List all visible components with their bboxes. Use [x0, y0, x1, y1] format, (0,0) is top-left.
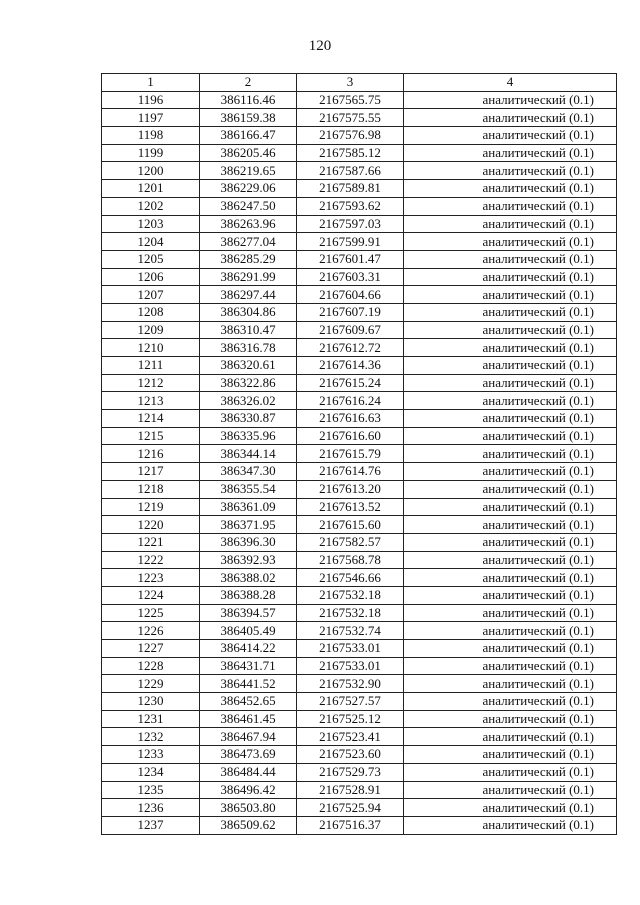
method-cell: аналитический (0.1): [404, 233, 617, 251]
point-number-cell: 1207: [102, 286, 200, 304]
table-row: [102, 657, 617, 675]
table-row: [102, 339, 617, 357]
point-number-cell: 1223: [102, 569, 200, 587]
table-row: [102, 480, 617, 498]
point-number-cell: 1210: [102, 339, 200, 357]
method-cell: аналитический (0.1): [404, 657, 617, 675]
point-number-cell: 1211: [102, 357, 200, 375]
table-row: [102, 427, 617, 445]
x-coordinate-cell: 386388.28: [200, 586, 297, 604]
table-row: [102, 410, 617, 428]
table-row: [102, 162, 617, 180]
method-cell: аналитический (0.1): [404, 374, 617, 392]
y-coordinate-cell: 2167532.18: [297, 604, 404, 622]
method-cell: аналитический (0.1): [404, 799, 617, 817]
coordinates-table: [101, 73, 617, 835]
x-coordinate-cell: 386509.62: [200, 816, 297, 834]
table-row: [102, 109, 617, 127]
x-coordinate-cell: 386316.78: [200, 339, 297, 357]
method-cell: аналитический (0.1): [404, 162, 617, 180]
x-coordinate-cell: 386166.47: [200, 127, 297, 145]
table-row: [102, 233, 617, 251]
x-coordinate-cell: 386297.44: [200, 286, 297, 304]
header-cell-4: 4: [404, 74, 617, 92]
method-cell: аналитический (0.1): [404, 516, 617, 534]
y-coordinate-cell: 2167614.76: [297, 463, 404, 481]
x-coordinate-cell: 386322.86: [200, 374, 297, 392]
x-coordinate-cell: 386405.49: [200, 622, 297, 640]
y-coordinate-cell: 2167533.01: [297, 657, 404, 675]
y-coordinate-cell: 2167532.90: [297, 675, 404, 693]
header-cell-3: 3: [297, 74, 404, 92]
x-coordinate-cell: 386355.54: [200, 480, 297, 498]
table-row: [102, 498, 617, 516]
point-number-cell: 1230: [102, 693, 200, 711]
point-number-cell: 1235: [102, 781, 200, 799]
table-row: [102, 374, 617, 392]
y-coordinate-cell: 2167585.12: [297, 144, 404, 162]
y-coordinate-cell: 2167599.91: [297, 233, 404, 251]
x-coordinate-cell: 386503.80: [200, 799, 297, 817]
table-row: [102, 675, 617, 693]
y-coordinate-cell: 2167529.73: [297, 763, 404, 781]
point-number-cell: 1213: [102, 392, 200, 410]
point-number-cell: 1227: [102, 640, 200, 658]
table-row: [102, 144, 617, 162]
y-coordinate-cell: 2167615.79: [297, 445, 404, 463]
table-row: [102, 91, 617, 109]
method-cell: аналитический (0.1): [404, 392, 617, 410]
header-cell-2: 2: [200, 74, 297, 92]
table-row: [102, 622, 617, 640]
x-coordinate-cell: 386285.29: [200, 250, 297, 268]
y-coordinate-cell: 2167576.98: [297, 127, 404, 145]
method-cell: аналитический (0.1): [404, 127, 617, 145]
point-number-cell: 1208: [102, 303, 200, 321]
x-coordinate-cell: 386247.50: [200, 197, 297, 215]
table-row: [102, 640, 617, 658]
x-coordinate-cell: 386310.47: [200, 321, 297, 339]
method-cell: аналитический (0.1): [404, 180, 617, 198]
method-cell: аналитический (0.1): [404, 410, 617, 428]
point-number-cell: 1221: [102, 533, 200, 551]
method-cell: аналитический (0.1): [404, 533, 617, 551]
table-row: [102, 710, 617, 728]
x-coordinate-cell: 386396.30: [200, 533, 297, 551]
method-cell: аналитический (0.1): [404, 286, 617, 304]
header-row: [102, 74, 617, 92]
y-coordinate-cell: 2167601.47: [297, 250, 404, 268]
table-row: [102, 728, 617, 746]
table-row: [102, 569, 617, 587]
x-coordinate-cell: 386347.30: [200, 463, 297, 481]
table-row: [102, 551, 617, 569]
table-row: [102, 445, 617, 463]
x-coordinate-cell: 386320.61: [200, 357, 297, 375]
y-coordinate-cell: 2167527.57: [297, 693, 404, 711]
x-coordinate-cell: 386229.06: [200, 180, 297, 198]
table-row: [102, 215, 617, 233]
table-row: [102, 763, 617, 781]
point-number-cell: 1237: [102, 816, 200, 834]
x-coordinate-cell: 386371.95: [200, 516, 297, 534]
table-row: [102, 357, 617, 375]
x-coordinate-cell: 386344.14: [200, 445, 297, 463]
y-coordinate-cell: 2167523.41: [297, 728, 404, 746]
y-coordinate-cell: 2167525.94: [297, 799, 404, 817]
method-cell: аналитический (0.1): [404, 445, 617, 463]
table-row: [102, 516, 617, 534]
y-coordinate-cell: 2167523.60: [297, 746, 404, 764]
table-row: [102, 268, 617, 286]
method-cell: аналитический (0.1): [404, 569, 617, 587]
table-row: [102, 463, 617, 481]
point-number-cell: 1228: [102, 657, 200, 675]
y-coordinate-cell: 2167613.20: [297, 480, 404, 498]
method-cell: аналитический (0.1): [404, 109, 617, 127]
x-coordinate-cell: 386330.87: [200, 410, 297, 428]
table-row: [102, 303, 617, 321]
method-cell: аналитический (0.1): [404, 781, 617, 799]
x-coordinate-cell: 386388.02: [200, 569, 297, 587]
point-number-cell: 1231: [102, 710, 200, 728]
point-number-cell: 1220: [102, 516, 200, 534]
point-number-cell: 1216: [102, 445, 200, 463]
point-number-cell: 1226: [102, 622, 200, 640]
table-row: [102, 799, 617, 817]
y-coordinate-cell: 2167593.62: [297, 197, 404, 215]
y-coordinate-cell: 2167615.24: [297, 374, 404, 392]
y-coordinate-cell: 2167575.55: [297, 109, 404, 127]
point-number-cell: 1204: [102, 233, 200, 251]
page-number: 120: [308, 38, 332, 54]
method-cell: аналитический (0.1): [404, 816, 617, 834]
method-cell: аналитический (0.1): [404, 144, 617, 162]
table-row: [102, 533, 617, 551]
y-coordinate-cell: 2167528.91: [297, 781, 404, 799]
y-coordinate-cell: 2167615.60: [297, 516, 404, 534]
point-number-cell: 1203: [102, 215, 200, 233]
x-coordinate-cell: 386473.69: [200, 746, 297, 764]
method-cell: аналитический (0.1): [404, 91, 617, 109]
x-coordinate-cell: 386467.94: [200, 728, 297, 746]
point-number-cell: 1199: [102, 144, 200, 162]
y-coordinate-cell: 2167516.37: [297, 816, 404, 834]
x-coordinate-cell: 386116.46: [200, 91, 297, 109]
table-row: [102, 604, 617, 622]
y-coordinate-cell: 2167616.60: [297, 427, 404, 445]
point-number-cell: 1229: [102, 675, 200, 693]
y-coordinate-cell: 2167607.19: [297, 303, 404, 321]
table-row: [102, 197, 617, 215]
y-coordinate-cell: 2167603.31: [297, 268, 404, 286]
method-cell: аналитический (0.1): [404, 357, 617, 375]
point-number-cell: 1232: [102, 728, 200, 746]
method-cell: аналитический (0.1): [404, 586, 617, 604]
table-row: [102, 392, 617, 410]
point-number-cell: 1218: [102, 480, 200, 498]
x-coordinate-cell: 386263.96: [200, 215, 297, 233]
x-coordinate-cell: 386291.99: [200, 268, 297, 286]
point-number-cell: 1205: [102, 250, 200, 268]
point-number-cell: 1209: [102, 321, 200, 339]
y-coordinate-cell: 2167532.18: [297, 586, 404, 604]
method-cell: аналитический (0.1): [404, 640, 617, 658]
y-coordinate-cell: 2167525.12: [297, 710, 404, 728]
method-cell: аналитический (0.1): [404, 339, 617, 357]
point-number-cell: 1197: [102, 109, 200, 127]
table-row: [102, 180, 617, 198]
table-row: [102, 321, 617, 339]
y-coordinate-cell: 2167546.66: [297, 569, 404, 587]
x-coordinate-cell: 386394.57: [200, 604, 297, 622]
method-cell: аналитический (0.1): [404, 675, 617, 693]
table-row: [102, 286, 617, 304]
point-number-cell: 1212: [102, 374, 200, 392]
method-cell: аналитический (0.1): [404, 321, 617, 339]
x-coordinate-cell: 386326.02: [200, 392, 297, 410]
x-coordinate-cell: 386461.45: [200, 710, 297, 728]
method-cell: аналитический (0.1): [404, 763, 617, 781]
y-coordinate-cell: 2167582.57: [297, 533, 404, 551]
x-coordinate-cell: 386361.09: [200, 498, 297, 516]
y-coordinate-cell: 2167587.66: [297, 162, 404, 180]
x-coordinate-cell: 386205.46: [200, 144, 297, 162]
x-coordinate-cell: 386277.04: [200, 233, 297, 251]
method-cell: аналитический (0.1): [404, 463, 617, 481]
header-cell-1: 1: [102, 74, 200, 92]
point-number-cell: 1222: [102, 551, 200, 569]
y-coordinate-cell: 2167614.36: [297, 357, 404, 375]
x-coordinate-cell: 386484.44: [200, 763, 297, 781]
table-row: [102, 127, 617, 145]
point-number-cell: 1219: [102, 498, 200, 516]
y-coordinate-cell: 2167616.24: [297, 392, 404, 410]
y-coordinate-cell: 2167533.01: [297, 640, 404, 658]
x-coordinate-cell: 386452.65: [200, 693, 297, 711]
point-number-cell: 1202: [102, 197, 200, 215]
point-number-cell: 1201: [102, 180, 200, 198]
method-cell: аналитический (0.1): [404, 480, 617, 498]
point-number-cell: 1217: [102, 463, 200, 481]
table-body: [102, 91, 617, 834]
y-coordinate-cell: 2167532.74: [297, 622, 404, 640]
x-coordinate-cell: 386304.86: [200, 303, 297, 321]
point-number-cell: 1196: [102, 91, 200, 109]
table-row: [102, 746, 617, 764]
x-coordinate-cell: 386159.38: [200, 109, 297, 127]
method-cell: аналитический (0.1): [404, 693, 617, 711]
table-row: [102, 816, 617, 834]
x-coordinate-cell: 386441.52: [200, 675, 297, 693]
table-header: [102, 74, 617, 92]
y-coordinate-cell: 2167568.78: [297, 551, 404, 569]
method-cell: аналитический (0.1): [404, 551, 617, 569]
method-cell: аналитический (0.1): [404, 250, 617, 268]
point-number-cell: 1198: [102, 127, 200, 145]
point-number-cell: 1236: [102, 799, 200, 817]
point-number-cell: 1215: [102, 427, 200, 445]
method-cell: аналитический (0.1): [404, 303, 617, 321]
x-coordinate-cell: 386219.65: [200, 162, 297, 180]
method-cell: аналитический (0.1): [404, 622, 617, 640]
method-cell: аналитический (0.1): [404, 215, 617, 233]
point-number-cell: 1224: [102, 586, 200, 604]
y-coordinate-cell: 2167616.63: [297, 410, 404, 428]
x-coordinate-cell: 386335.96: [200, 427, 297, 445]
table-row: [102, 250, 617, 268]
y-coordinate-cell: 2167565.75: [297, 91, 404, 109]
point-number-cell: 1206: [102, 268, 200, 286]
method-cell: аналитический (0.1): [404, 728, 617, 746]
method-cell: аналитический (0.1): [404, 197, 617, 215]
method-cell: аналитический (0.1): [404, 268, 617, 286]
method-cell: аналитический (0.1): [404, 427, 617, 445]
y-coordinate-cell: 2167612.72: [297, 339, 404, 357]
y-coordinate-cell: 2167604.66: [297, 286, 404, 304]
point-number-cell: 1200: [102, 162, 200, 180]
x-coordinate-cell: 386392.93: [200, 551, 297, 569]
method-cell: аналитический (0.1): [404, 498, 617, 516]
point-number-cell: 1225: [102, 604, 200, 622]
point-number-cell: 1214: [102, 410, 200, 428]
y-coordinate-cell: 2167613.52: [297, 498, 404, 516]
point-number-cell: 1234: [102, 763, 200, 781]
x-coordinate-cell: 386431.71: [200, 657, 297, 675]
method-cell: аналитический (0.1): [404, 604, 617, 622]
x-coordinate-cell: 386496.42: [200, 781, 297, 799]
table-row: [102, 693, 617, 711]
method-cell: аналитический (0.1): [404, 746, 617, 764]
table-row: [102, 781, 617, 799]
y-coordinate-cell: 2167589.81: [297, 180, 404, 198]
table-row: [102, 586, 617, 604]
point-number-cell: 1233: [102, 746, 200, 764]
y-coordinate-cell: 2167609.67: [297, 321, 404, 339]
y-coordinate-cell: 2167597.03: [297, 215, 404, 233]
x-coordinate-cell: 386414.22: [200, 640, 297, 658]
method-cell: аналитический (0.1): [404, 710, 617, 728]
